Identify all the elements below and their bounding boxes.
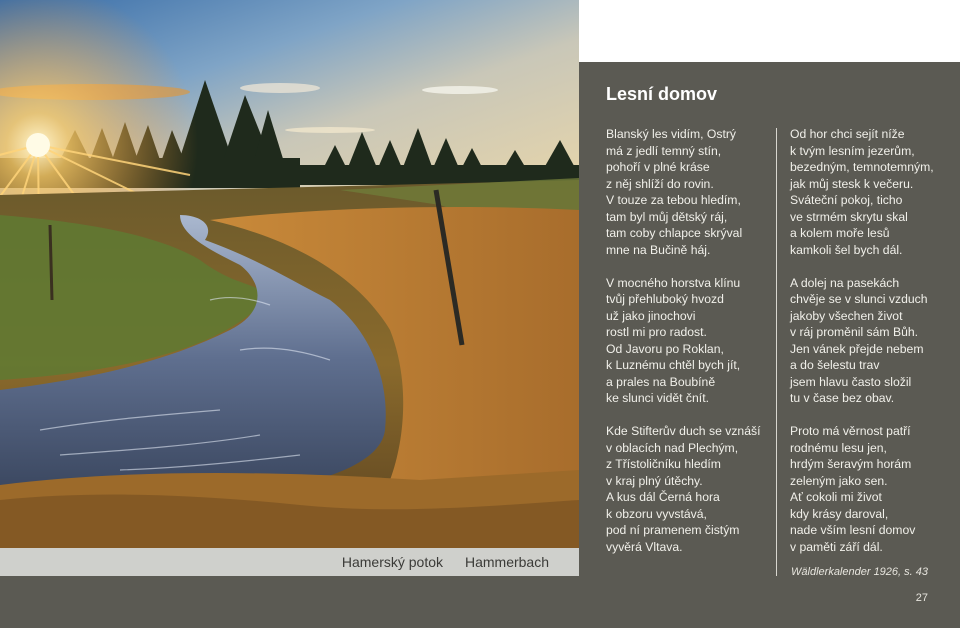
poem-line: z Třístoličníku hledím [606,457,721,471]
poem-line: chvěje se v slunci vzduch [790,292,928,306]
poem-line: k obzoru vyvstává, [606,506,707,521]
poem-line: nade vším lesní domov [790,523,916,537]
poem-line: A dolej na pasekách [790,275,900,290]
photo-caption-bar [0,548,579,576]
poem-line: Ať cokoli mi život [790,490,882,504]
poem-line: a kolem moře lesů [790,226,890,240]
column-divider [776,128,777,576]
poem-line: ve strmém skrytu skal [790,209,908,224]
stanza [606,423,786,555]
poem-line: má z jedlí temný stín, [606,143,722,158]
poem-line: a do šelestu trav [790,358,880,372]
poem-line: tvůj přehluboký hvozd [606,292,724,306]
caption-czech: Hamerský potok [341,554,443,570]
poem-line: tam coby chlapce skrýval [606,226,743,240]
page-number: 27 [915,592,928,604]
poem-title: Lesní domov [606,84,718,104]
poem-line: jakoby všechen život [790,308,903,323]
poem-line: pod ní pramenem čistým [606,523,740,537]
poem-line: pohoří v plné kráse [606,160,710,174]
poem-line: ke slunci vidět čnít. [606,391,709,405]
cloud [422,86,498,94]
caption-german: Hammerbach [464,554,549,570]
cloud [285,127,375,133]
poem-line: rodnému lesu jen, [790,440,887,455]
poem-line: Od hor chci sejít níže [790,127,905,141]
poem-line: jsem hlavu často složil [790,374,912,389]
stanza [606,126,786,258]
poem-line: Od Javoru po Roklan, [606,341,724,356]
poem-line: vyvěrá Vltava. [606,539,683,554]
poem-line: k tvým lesním jezerům, [790,143,915,158]
poem-line: rostl mi pro radost. [606,325,707,339]
stanza [790,126,955,258]
poem-line: zeleným jako sen. [790,473,888,488]
poem-line: kamkoli šel bych dál. [790,242,903,257]
poem-line: a prales na Boubíně [606,374,716,389]
fence-post-left [50,225,52,300]
poem-column-right [790,126,955,572]
poem-panel [579,62,960,628]
poem-line: hrdým šeravým horám [790,457,912,471]
poem-line: Proto má věrnost patří [790,424,911,438]
stanza [790,275,955,407]
poem-line: jak můj stesk k večeru. [790,176,914,191]
poem-line: už jako jinochovi [606,308,696,323]
poem-line: bezedným, temnotemným, [790,160,934,174]
poem-line: v ráj proměnil sám Bůh. [790,325,919,339]
poem-line: V touze za tebou hledím, [606,193,741,207]
poem-line: Blanský les vidím, Ostrý [606,127,737,141]
stanza [606,275,786,407]
poem-line: tam byl můj dětský ráj, [606,209,728,224]
poem-line: z něj shlíží do rovin. [606,176,714,191]
poem-line: tu v čase bez obav. [790,391,895,405]
poem-line: kdy krásy daroval, [790,506,889,521]
sun [26,133,50,157]
poem-line: Kde Stifterův duch se vznáší [606,424,761,438]
poem-line: v kraj plný útěchy. [606,473,703,488]
poem-line: k Luznému chtěl bych jít, [606,358,741,372]
stanza [790,423,955,555]
cloud [240,83,320,93]
poem-source: Wäldlerkalender 1926, s. 43 [791,566,928,578]
poem-line: Sváteční pokoj, ticho [790,193,903,207]
poem-line: Jen vánek přejde nebem [790,341,924,356]
poem-line: A kus dál Černá hora [606,490,720,504]
poem-line: v oblacích nad Plechým, [606,440,739,455]
poem-line: mne na Bučině háj. [606,242,711,257]
poem-line: v paměti září dál. [790,539,883,554]
poem-column-left [606,126,786,572]
poem-line: V mocného horstva klínu [606,275,741,290]
